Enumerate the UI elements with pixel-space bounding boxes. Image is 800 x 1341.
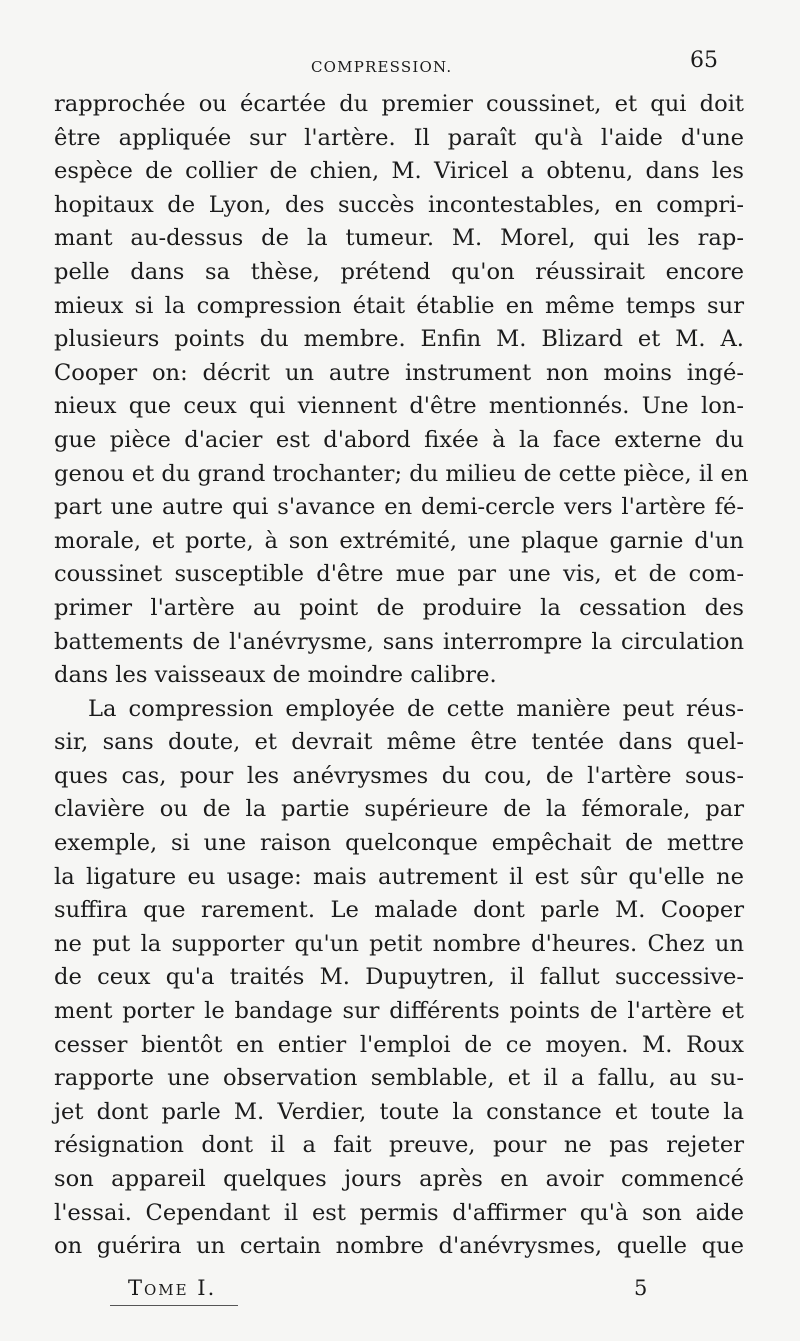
text-line: ques cas, pour les anévrysmes du cou, de l'artère sous- — [54, 762, 744, 789]
text-line: jet dont parle M. Verdier, toute la constance et toute la — [54, 1098, 744, 1125]
text-line: l'essai. Cependant il est permis d'affirmer qu'à son aide — [54, 1199, 744, 1226]
text-line: battements de l'anévrysme, sans interrompre la circulation — [54, 628, 744, 655]
page-footer — [0, 1272, 800, 1312]
text-line: mieux si la compression était établie en même temps sur — [54, 292, 744, 319]
text-line: rapprochée ou écartée du premier coussinet, et qui doit — [54, 91, 744, 117]
text-line: clavière ou de la partie supérieure de la fémorale, par — [54, 796, 744, 823]
body-text — [54, 88, 749, 1264]
text-line: ment porter le bandage sur différents points de l'artère et — [54, 998, 744, 1025]
text-line: résignation dont il a fait preuve, pour ne pas rejeter — [54, 1132, 744, 1159]
text-line: primer l'artère au point de produire la cessation des — [54, 594, 744, 621]
text-line: exemple, si une raison quelconque empêchait de mettre — [54, 830, 744, 857]
text-line: gue pièce d'acier est d'abord fixée à la face externe du — [54, 426, 744, 453]
text-line: sir, sans doute, et devrait même être tentée dans quel- — [54, 729, 744, 756]
text-line: ne put la supporter qu'un petit nombre d'heures. Chez un — [54, 930, 744, 957]
text-line: nieux que ceux qui viennent d'être mentionnés. Une lon- — [54, 393, 744, 420]
text-line: son appareil quelques jours après en avoir commencé — [54, 1166, 744, 1192]
sheet-number: 5 — [634, 1276, 648, 1300]
text-line: rapporte une observation semblable, et il a fallu, au su- — [54, 1065, 744, 1092]
text-line: pelle dans sa thèse, prétend qu'on réussirait encore — [54, 258, 744, 285]
text-line: suffira que rarement. Le malade dont parle M. Cooper — [54, 897, 744, 924]
paragraph-last-line: dans les vaisseaux de moindre calibre. — [54, 662, 497, 689]
page-header — [0, 48, 800, 78]
text-line: hopitaux de Lyon, des succès incontestables, en compri- — [54, 191, 744, 218]
text-line: morale, et porte, à son extrémité, une plaque garnie d'un — [54, 527, 744, 554]
text-line: espèce de collier de chien, M. Viricel a obtenu, dans les — [54, 158, 744, 185]
text-line: la ligature eu usage: mais autrement il est sûr qu'elle ne — [54, 863, 744, 890]
text-line: de ceux qu'a traités M. Dupuytren, il fallut successive- — [54, 964, 744, 991]
text-line: on guérira un certain nombre d'anévrysmes, quelle que — [54, 1233, 744, 1260]
text-line: cesser bientôt en entier l'emploi de ce moyen. M. Roux — [54, 1031, 744, 1058]
signature-underline — [110, 1305, 238, 1306]
page-number: 65 — [690, 48, 718, 73]
text-line: genou et du grand trochanter; du milieu de cette pièce, il en — [54, 460, 749, 487]
paragraph-first-line: La compression employée de cette manière peut réus- — [88, 695, 744, 722]
running-title: COMPRESSION. — [311, 58, 453, 76]
text-line: être appliquée sur l'artère. Il paraît qu'à l'aide d'une — [54, 124, 744, 151]
text-line: mant au-dessus de la tumeur. M. Morel, qui les rap- — [54, 225, 744, 252]
text-line: Cooper on: décrit un autre instrument non moins ingé- — [54, 359, 744, 386]
volume-signature: Tome I. — [128, 1276, 217, 1300]
text-line: part une autre qui s'avance en demi-cercle vers l'artère fé- — [54, 494, 744, 521]
text-line: coussinet susceptible d'être mue par une vis, et de com- — [54, 561, 744, 588]
text-line: plusieurs points du membre. Enfin M. Blizard et M. A. — [54, 326, 744, 353]
